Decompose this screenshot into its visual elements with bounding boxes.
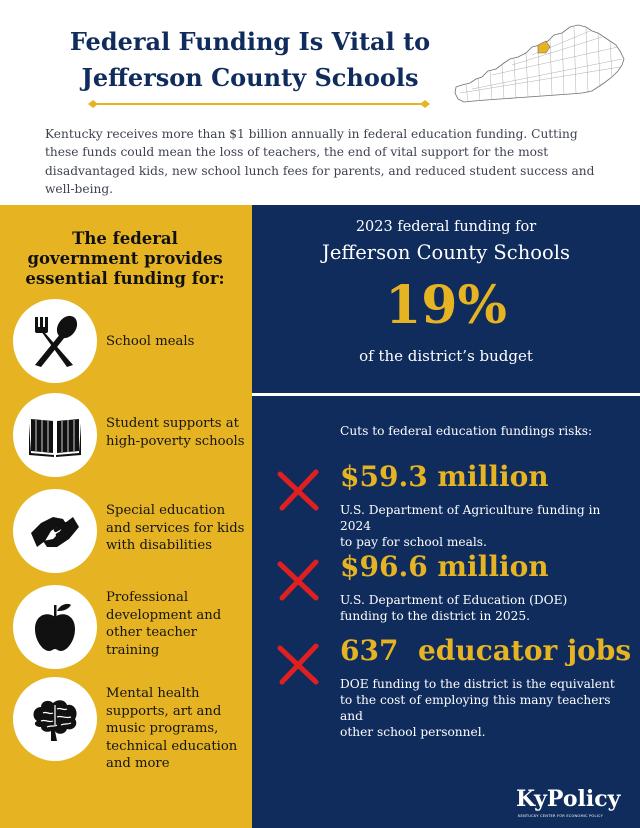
item-label: Special education and services for kids with disabilities bbox=[106, 503, 245, 553]
intro-paragraph: Kentucky receives more than $1 billion annually in federal education funding. Cutting these funds could mean the loss of teachers, the end of vital support for the most disadvantaged kids, new school lunch fees for parents, and reduced student success and well-being. bbox=[45, 127, 595, 197]
risk-description: U.S. Department of Agriculture funding in 2024 to pay for school meals. bbox=[340, 503, 601, 549]
risks-title: Cuts to federal education fundings risks: bbox=[340, 424, 593, 438]
funding-item-student-supports bbox=[10, 391, 250, 481]
risk-amount: $59.3 million bbox=[340, 460, 549, 493]
funding-item-professional-development bbox=[10, 583, 250, 673]
funding-risks-panel bbox=[252, 396, 640, 828]
item-icon-circle bbox=[13, 585, 97, 669]
item-icon-circle bbox=[13, 299, 97, 383]
logo-tagline: KENTUCKY CENTER FOR ECONOMIC POLICY bbox=[518, 814, 603, 818]
risk-item-education bbox=[252, 550, 640, 645]
funding-percent: 19% bbox=[385, 275, 507, 336]
item-label: Professional development and other teacher training bbox=[106, 590, 222, 658]
red-x-icon bbox=[276, 468, 320, 512]
district-funding-panel bbox=[252, 205, 640, 393]
item-icon-circle bbox=[13, 677, 97, 761]
risk-description: DOE funding to the district is the equivalent to the cost of employing this many teachers and other school personnel. bbox=[340, 677, 615, 739]
risk-description: U.S. Department of Education (DOE) funding to the district in 2025. bbox=[340, 593, 568, 623]
red-x-icon bbox=[276, 642, 320, 686]
logo-wordmark: KyPolicy bbox=[516, 786, 621, 812]
header bbox=[0, 0, 640, 205]
risk-amount: $96.6 million bbox=[340, 550, 549, 583]
title-line-1: Federal Funding Is Vital to bbox=[69, 27, 431, 56]
item-label: Student supports at high-poverty schools bbox=[106, 416, 245, 449]
fork-spoon-icon bbox=[27, 313, 83, 369]
risk-item-educator-jobs bbox=[252, 634, 640, 739]
open-book-icon bbox=[27, 407, 83, 463]
district-name: Jefferson County Schools bbox=[322, 241, 570, 264]
funding-item-mental-health bbox=[10, 675, 250, 771]
item-label: Mental health supports, art and music programs, technical education and more bbox=[106, 686, 238, 771]
funding-areas-panel bbox=[0, 205, 252, 828]
funding-year-subheading: 2023 federal funding for bbox=[355, 219, 537, 235]
funding-areas-heading: The federal government provides essential funding for: bbox=[25, 229, 225, 288]
red-x-icon bbox=[276, 558, 320, 602]
item-label: School meals bbox=[106, 334, 195, 349]
clasped-hands-icon bbox=[27, 503, 83, 559]
kypolicy-logo bbox=[498, 786, 636, 826]
title-divider bbox=[88, 100, 430, 108]
apple-icon bbox=[27, 599, 83, 655]
risk-amount: 637 educator jobs bbox=[340, 634, 632, 667]
item-icon-circle bbox=[13, 393, 97, 477]
item-icon-circle bbox=[13, 489, 97, 573]
brain-icon bbox=[27, 691, 83, 747]
kentucky-county-map-icon bbox=[452, 15, 628, 110]
page-title bbox=[40, 24, 460, 96]
title-line-2: Jefferson County Schools bbox=[81, 63, 419, 92]
budget-caption: of the district’s budget bbox=[359, 347, 533, 365]
funding-item-school-meals bbox=[10, 297, 250, 387]
funding-item-special-education bbox=[10, 487, 250, 577]
risk-item-agriculture bbox=[252, 460, 640, 555]
